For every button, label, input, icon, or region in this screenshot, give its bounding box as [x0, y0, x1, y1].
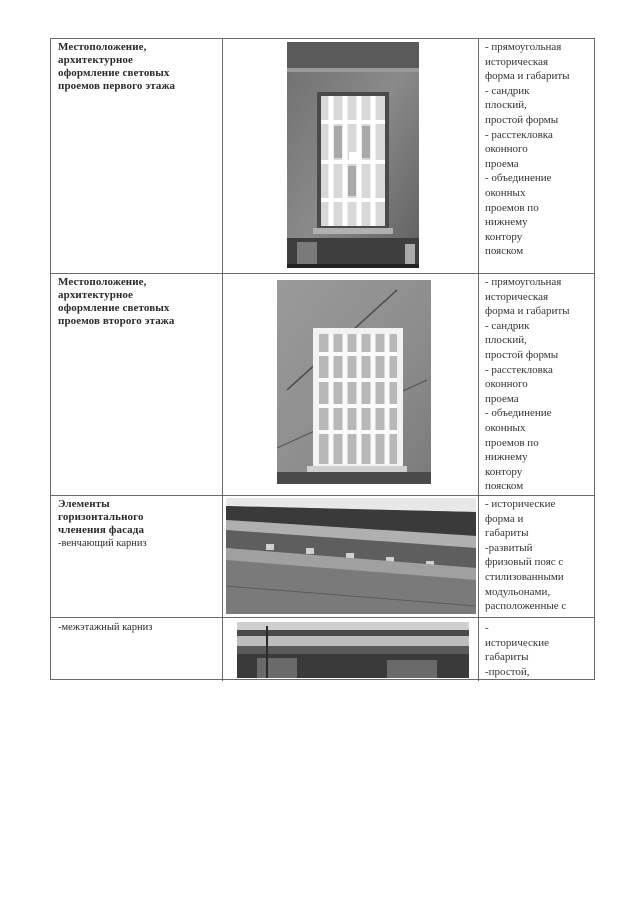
- row-sublabel: -венчающий карниз: [58, 538, 147, 549]
- desc-line: контору: [485, 465, 523, 478]
- desc-line: историческая: [485, 55, 549, 68]
- desc-line: -развитый: [485, 541, 533, 554]
- desc-line: - исторические: [485, 498, 556, 510]
- desc-line: простой формы: [485, 348, 559, 361]
- row-label: [51, 496, 222, 537]
- row-sublabel: -межэтажный карниз: [58, 622, 153, 633]
- desc-line: контору: [485, 230, 523, 243]
- desc-line: пояском: [485, 245, 524, 258]
- desc-line: проемов по: [485, 436, 539, 449]
- desc-line: форма и габариты: [485, 70, 570, 83]
- window-first-floor-photo: [287, 42, 419, 268]
- desc-line: - прямоугольная: [485, 41, 562, 53]
- desc-line: плоский,: [485, 334, 527, 347]
- table-row-second-floor: [51, 273, 594, 495]
- desc-line: простой формы: [485, 113, 559, 126]
- desc-line: оконного: [485, 143, 528, 156]
- desc-line: стилизованными: [485, 570, 564, 583]
- desc-line: габариты: [485, 527, 529, 540]
- desc-line: оконного: [485, 378, 528, 391]
- row-description: [479, 39, 594, 259]
- label-line: Элементы: [58, 498, 110, 510]
- row-description: [479, 274, 594, 494]
- desc-line: оконных: [485, 421, 526, 434]
- row-description: [479, 496, 594, 614]
- row-photo-cell: [223, 618, 479, 681]
- desc-line: фризовый пояс с: [485, 556, 564, 569]
- label-line: горизонтального: [58, 511, 144, 523]
- desc-line: - прямоугольная: [485, 276, 562, 288]
- label-line: оформление световых: [58, 302, 170, 314]
- facade-elements-table: [50, 38, 595, 680]
- row-label: [51, 274, 222, 328]
- row-description-cell: [479, 496, 594, 617]
- row-label-cell: [51, 496, 223, 617]
- desc-line: -простой,: [485, 665, 530, 678]
- row-photo-cell: [223, 274, 479, 495]
- row-label-cell: [51, 274, 223, 495]
- row-label: [51, 39, 222, 93]
- desc-line: - объединение: [485, 172, 552, 185]
- desc-line: плоский,: [485, 99, 527, 112]
- row-label-cell: [51, 39, 223, 273]
- desc-line: модульонами,: [485, 585, 551, 598]
- label-line: Местоположение,: [58, 276, 147, 288]
- desc-line: проемов по: [485, 201, 539, 214]
- desc-line: нижнему: [485, 216, 528, 229]
- row-label-cell: [51, 618, 223, 681]
- desc-line: исторические: [485, 636, 550, 649]
- label-line: членения фасада: [58, 524, 145, 536]
- desc-line: пояском: [485, 480, 524, 493]
- row-description-cell: [479, 274, 594, 495]
- row-description-cell: [479, 618, 594, 681]
- label-line: архитектурное: [58, 54, 133, 66]
- label-line: проемов второго этажа: [58, 315, 175, 327]
- desc-line: габариты: [485, 651, 529, 664]
- table-row-interfloor-cornice: [51, 617, 594, 681]
- desc-line: расположенные с: [485, 600, 567, 613]
- desc-line: - объединение: [485, 407, 552, 420]
- label-line: архитектурное: [58, 289, 133, 301]
- window-second-floor-photo: [277, 280, 431, 484]
- table-row-first-floor: [51, 39, 594, 273]
- desc-line: - расстекловка: [485, 363, 553, 376]
- label-line: оформление световых: [58, 67, 170, 79]
- desc-line: - сандрик: [485, 319, 530, 332]
- desc-line: - сандрик: [485, 84, 530, 97]
- crowning-cornice-photo: [226, 498, 476, 614]
- desc-line: проема: [485, 392, 519, 405]
- desc-line: историческая: [485, 290, 549, 303]
- desc-line: форма и: [485, 512, 524, 525]
- desc-line: нижнему: [485, 451, 528, 464]
- desc-line: проема: [485, 157, 519, 170]
- label-line: проемов первого этажа: [58, 80, 176, 92]
- desc-line: форма и габариты: [485, 305, 570, 318]
- desc-line: оконных: [485, 186, 526, 199]
- row-photo-cell: [223, 496, 479, 617]
- label-line: Местоположение,: [58, 41, 147, 53]
- row-description-cell: [479, 39, 594, 273]
- interfloor-cornice-photo: [237, 622, 469, 678]
- row-photo-cell: [223, 39, 479, 273]
- desc-line: - расстекловка: [485, 128, 553, 141]
- table-row-crowning-cornice: [51, 495, 594, 617]
- row-description: [479, 618, 594, 679]
- desc-line: -: [485, 622, 489, 634]
